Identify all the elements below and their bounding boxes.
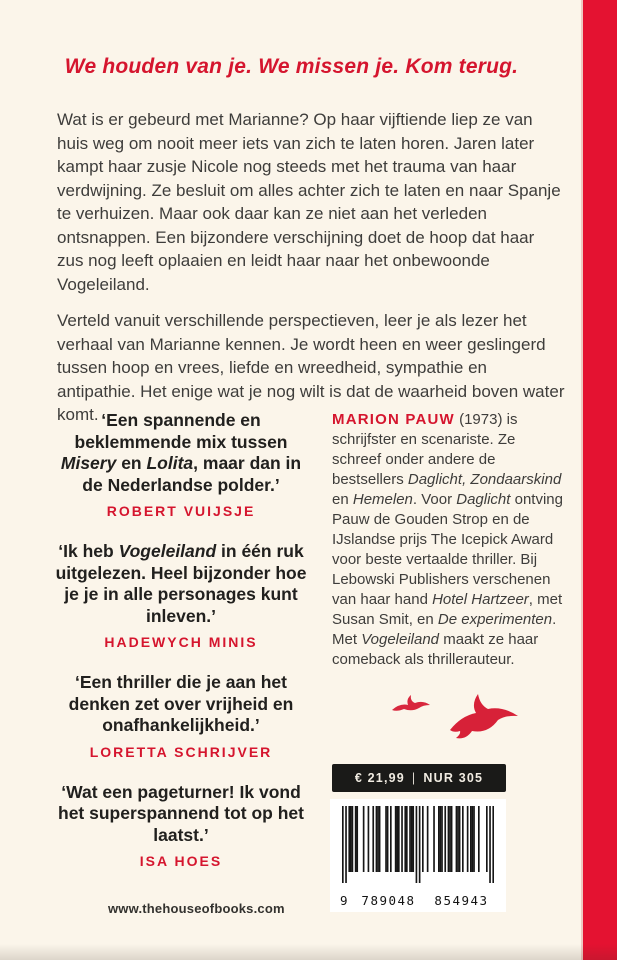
quote-attribution: ISA HOES [139,853,223,869]
barcode-bars [342,806,494,884]
small-bird-icon [392,695,430,711]
quote-block [54,672,308,760]
bottom-shadow [0,944,617,960]
barcode [330,799,506,912]
publisher-website: www.thehouseofbooks.com [108,901,285,916]
price-separator: | [411,771,417,785]
quote-block [54,541,308,650]
quote-block [54,782,308,870]
large-bird-icon [450,694,518,738]
quote-text: ‘Een spannende en beklemmende mix tussen Misery en Lolita, maar dan in de Nederlandse polder.’ [60,410,302,495]
synopsis [57,108,565,440]
nur-code: NUR 305 [423,771,484,785]
barcode-digits [340,893,498,908]
birds-illustration [388,692,528,744]
price-text [355,771,483,785]
quote-text: ‘Ik heb Vogeleiland in één ruk uitgelezen. Heel bijzonder hoe je je in alle personages kunt inleven.’ [55,541,307,626]
quote-attribution: LORETTA SCHRIJVER [89,743,273,760]
quote-text: ‘Wat een pageturner! Ik vond het superspannend tot op het laatst.’ [58,781,304,845]
quote-attribution: HADEWYCH MINIS [104,634,258,650]
quote-text: ‘Een thriller die je aan het denken zet over vrijheid en onafhankelijkheid.’ [68,672,294,735]
spine-stripe [581,0,617,960]
barcode-digits-group2: 854943 [434,893,489,908]
quote-block [54,410,308,519]
quotes-column [54,410,308,891]
synopsis-paragraph-1: Wat is er gebeurd met Marianne? Op haar vijftiende liep ze van huis weg om nooit meer iets van zich te laten horen. Jaren later kampt haar zusje Nicole nog steeds met het trauma van haar verdwijning. Ze besluit om alles achter zich te laten en naar Spanje te verhuizen. Maar ook daar kan ze niet aan het verleden ontsnappen. Een bijzondere verschijning doet de hoop dat haar zus nog leeft oplaaien en leidt haar naar het onbewoonde Vogeleiland. [57,110,561,294]
price-bar [332,764,506,792]
barcode-digit-lead: 9 [340,893,348,908]
tagline: We houden van je. We missen je. Kom terug. [64,55,519,78]
barcode-digits-group1: 789048 [361,893,416,908]
quote-attribution: ROBERT VUIJSJE [106,503,256,519]
author-bio: MARION PAUW (1973) is schrijfster en scenariste. Ze schreef onder andere de bestsellers Daglicht, Zondaarskind en Hemelen. Voor Daglicht ontving Pauw de Gouden Strop en de IJslandse prijs The Icepick Award voor beste vertaalde thriller. Bij Lebowski Publishers verschenen van haar hand Hotel Hartzeer, met Susan Smit, en De experimenten. Met Vogeleiland maakt ze haar comeback als thrillerauteur. [332,411,563,668]
synopsis-paragraph-2: Verteld vanuit verschillende perspectieven, leer je als lezer het verhaal van Marianne kennen. Je wordt heen en weer geslingerd tussen hoop en vrees, liefde en wreedheid, sympathie en antipathie. Het enige wat je nog wilt is dat de waarheid boven water komt. [57,311,565,424]
price-value: € 21,99 [354,771,405,785]
